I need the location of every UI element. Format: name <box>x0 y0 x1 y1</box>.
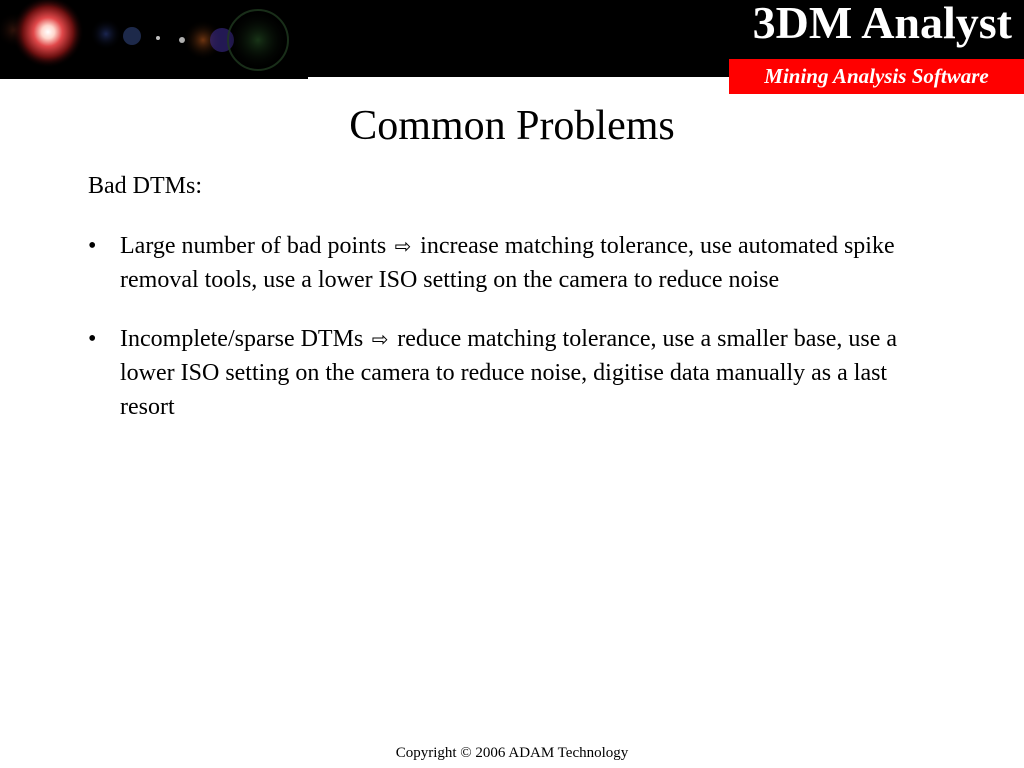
bullet-solution-text: reduce matching tolerance, use a smaller base, use a lower ISO setting on the camera to reduce noise, digitise data manually as a last resort <box>120 326 898 420</box>
bullet-dot: • <box>88 233 97 259</box>
bullet-problem-text: Incomplete/sparse DTMs <box>120 326 364 352</box>
slide-title: Common Problems <box>349 103 675 149</box>
outline-arrow-right-icon: ⇨ <box>394 234 412 258</box>
bullet-item <box>88 322 928 424</box>
bullet-dot: • <box>88 326 97 352</box>
outline-arrow-right-icon: ⇨ <box>371 327 389 351</box>
bullet-list <box>88 229 928 449</box>
brand-subtitle: Mining Analysis Software <box>729 59 1024 94</box>
copyright-footer: Copyright © 2006 ADAM Technology <box>395 745 629 761</box>
header-divider <box>0 77 308 79</box>
brand-title: 3DM Analyst <box>752 0 1012 48</box>
bullet-item <box>88 229 928 297</box>
lens-flare-banner-image <box>0 0 308 77</box>
bullet-problem-text: Large number of bad points <box>120 233 387 259</box>
bullet-solution-text: increase matching tolerance, use automated spike removal tools, use a lower ISO setting on the camera to reduce noise <box>120 233 895 293</box>
intro-text: Bad DTMs: <box>88 173 202 199</box>
